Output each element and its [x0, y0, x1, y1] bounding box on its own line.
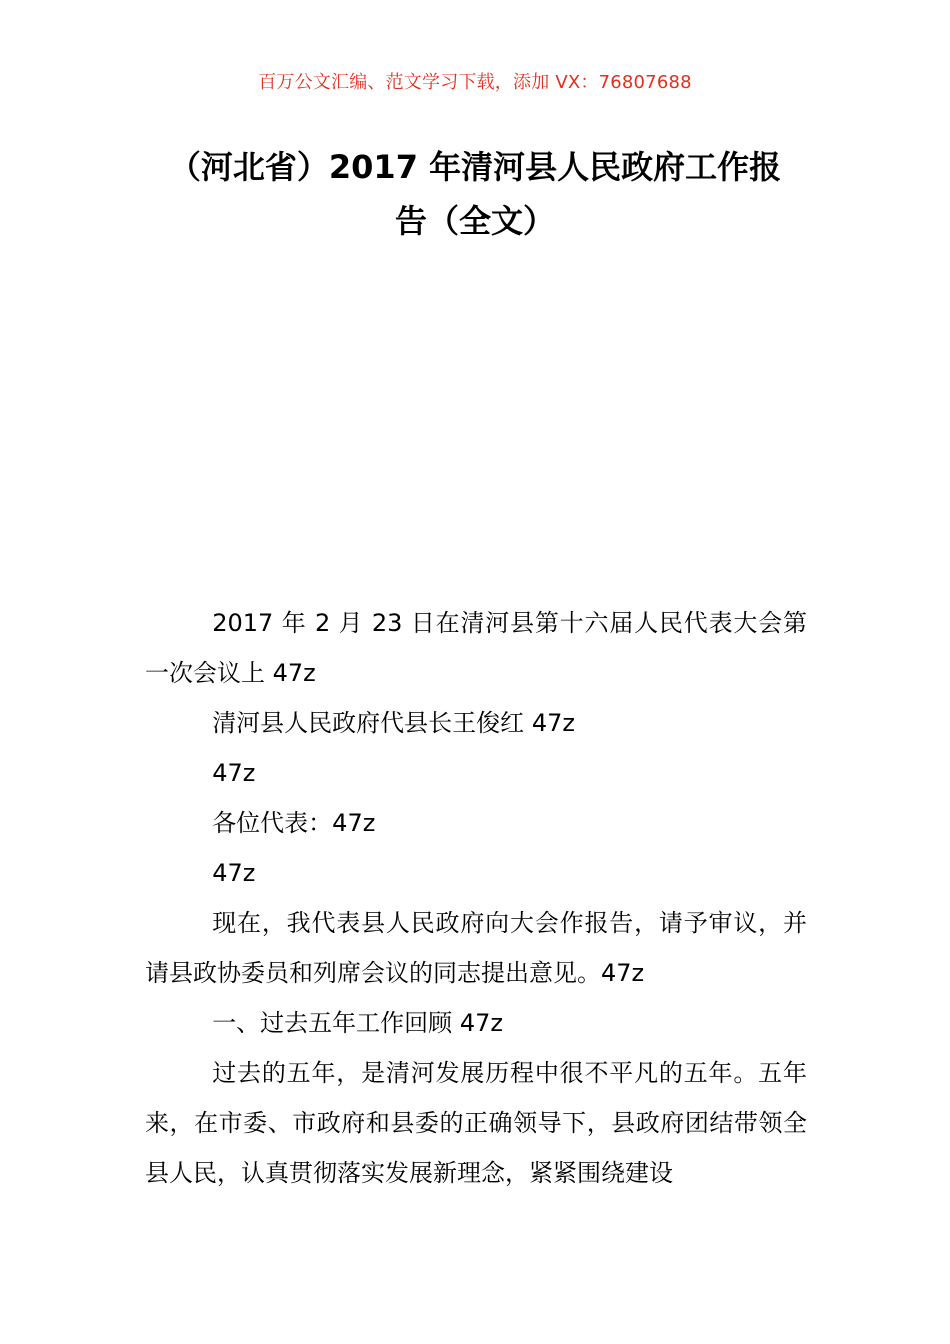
title-line-1: （河北省）2017 年清河县人民政府工作报: [168, 148, 782, 186]
page-title: [140, 140, 810, 248]
paragraph-review: 过去的五年，是清河发展历程中很不平凡的五年。五年来，在市委、市政府和县委的正确领导下，县政府团结带领全县人民，认真贯彻落实发展新理念，紧紧围绕建设: [145, 1059, 807, 1187]
paragraph-marker: 47z: [212, 759, 256, 787]
document-body: [145, 598, 807, 1198]
section-heading: 一、过去五年工作回顾 47z: [212, 1009, 503, 1037]
paragraph-salutation: 各位代表：47z: [212, 809, 376, 837]
paragraph-intro: 现在，我代表县人民政府向大会作报告，请予审议，并请县政协委员和列席会议的同志提出意见。47z: [145, 909, 807, 987]
paragraph-meeting-info: 2017 年 2 月 23 日在清河县第十六届人民代表大会第一次会议上 47z: [145, 609, 807, 687]
paragraph-speaker: 清河县人民政府代县长王俊红 47z: [212, 709, 575, 737]
title-line-2: 告（全文）: [394, 202, 555, 240]
header-note: 百万公文汇编、范文学习下载，添加 VX：76807688: [258, 72, 692, 93]
paragraph-marker: 47z: [212, 859, 256, 887]
